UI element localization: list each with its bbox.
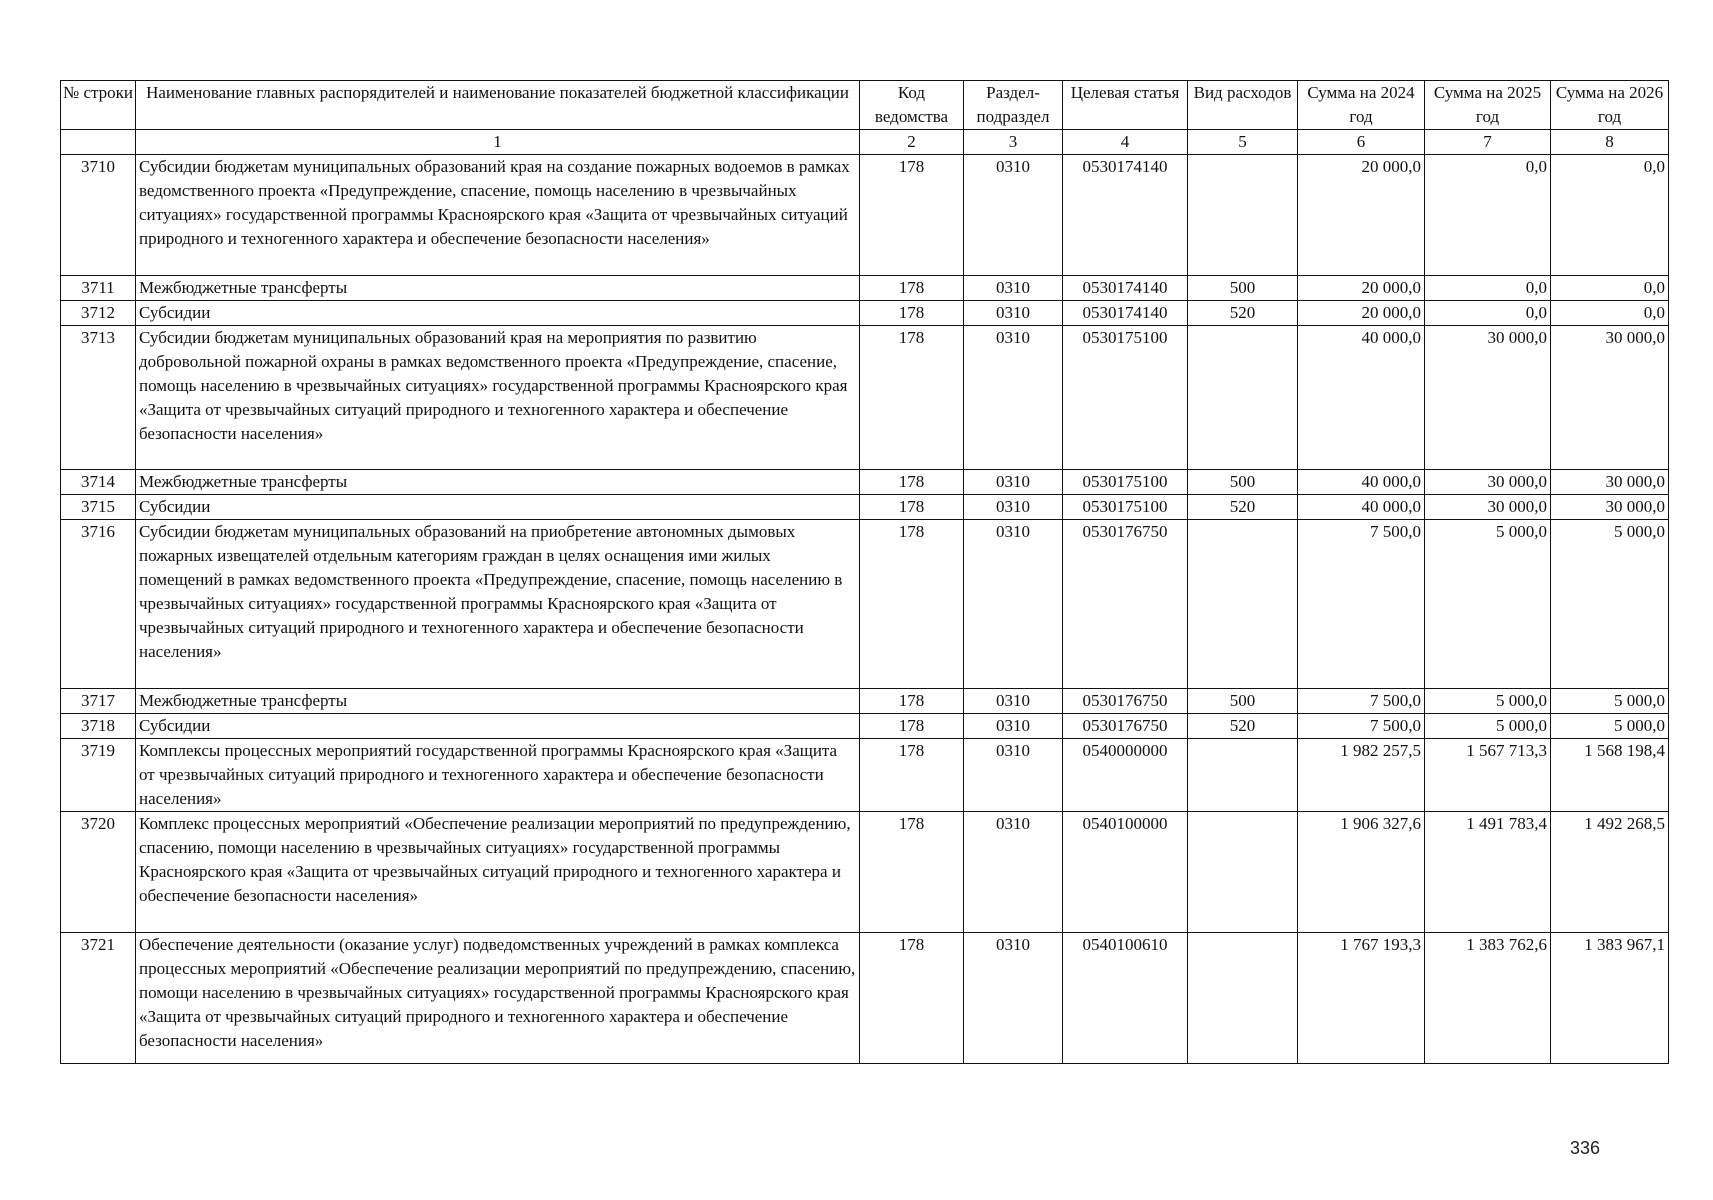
row-number-cell: 3718 (61, 714, 136, 739)
section-cell: 0310 (964, 326, 1063, 470)
expense-type-cell (1188, 326, 1298, 470)
sum-2026-cell: 1 492 268,5 (1551, 812, 1669, 933)
sum-2024-cell: 7 500,0 (1298, 520, 1425, 689)
expense-type-cell (1188, 933, 1298, 1064)
department-code-cell: 178 (860, 812, 964, 933)
row-number-cell: 3716 (61, 520, 136, 689)
table-row (61, 470, 1669, 495)
target-article-cell: 0530175100 (1063, 495, 1188, 520)
section-cell: 0310 (964, 714, 1063, 739)
table-header-row (61, 81, 1669, 130)
sum-2025-cell: 0,0 (1425, 301, 1551, 326)
sum-2026-cell: 5 000,0 (1551, 689, 1669, 714)
expense-type-cell: 520 (1188, 301, 1298, 326)
department-code-cell: 178 (860, 689, 964, 714)
row-name-cell: Субсидии (136, 714, 860, 739)
sum-2025-cell: 5 000,0 (1425, 714, 1551, 739)
column-index-row (61, 130, 1669, 155)
sum-2025-cell: 30 000,0 (1425, 495, 1551, 520)
sum-2025-cell: 0,0 (1425, 276, 1551, 301)
expense-type-cell: 520 (1188, 495, 1298, 520)
row-number-cell: 3714 (61, 470, 136, 495)
row-name-cell: Межбюджетные трансферты (136, 689, 860, 714)
sum-2024-cell: 1 982 257,5 (1298, 739, 1425, 812)
row-name-cell: Комплексы процессных мероприятий государственной программы Красноярского края «Защита от чрезвычайных ситуаций природного и техногенного характера и обеспечение безопасности населения» (136, 739, 860, 812)
row-number-cell: 3720 (61, 812, 136, 933)
sum-2025-cell: 30 000,0 (1425, 326, 1551, 470)
row-name-cell: Субсидии бюджетам муниципальных образований края на создание пожарных водоемов в рамках ведомственного проекта «Предупреждение, спасение, помощь населению в чрезвычайных ситуациях» государственной программы Красноярского края «Защита от чрезвычайных ситуаций природного и техногенного характера и обеспечение безопасности населения» (136, 155, 860, 276)
section-cell: 0310 (964, 933, 1063, 1064)
row-number-cell: 3717 (61, 689, 136, 714)
department-code-cell: 178 (860, 326, 964, 470)
table-row (61, 714, 1669, 739)
sum-2025-cell: 30 000,0 (1425, 470, 1551, 495)
section-cell: 0310 (964, 520, 1063, 689)
header-row-number: № строки (61, 81, 136, 130)
column-index-cell: 8 (1551, 130, 1669, 155)
row-number-cell: 3719 (61, 739, 136, 812)
department-code-cell: 178 (860, 470, 964, 495)
row-name-cell: Субсидии (136, 301, 860, 326)
row-name-cell: Обеспечение деятельности (оказание услуг) подведомственных учреждений в рамках комплекса процессных мероприятий «Обеспечение реализации мероприятий по предупреждению, спасению, помощи населению в чрезвычайных ситуациях» государственной программы Красноярского края «Защита от чрезвычайных ситуаций природного и техногенного характера и обеспечение безопасности населения» (136, 933, 860, 1064)
sum-2024-cell: 20 000,0 (1298, 301, 1425, 326)
column-index-cell: 7 (1425, 130, 1551, 155)
target-article-cell: 0530174140 (1063, 276, 1188, 301)
department-code-cell: 178 (860, 155, 964, 276)
expense-type-cell: 500 (1188, 689, 1298, 714)
target-article-cell: 0540100610 (1063, 933, 1188, 1064)
header-sum-2026: Сумма на 2026 год (1551, 81, 1669, 130)
table-row (61, 520, 1669, 689)
sum-2026-cell: 1 383 967,1 (1551, 933, 1669, 1064)
column-index-cell: 4 (1063, 130, 1188, 155)
header-sum-2024: Сумма на 2024 год (1298, 81, 1425, 130)
sum-2026-cell: 5 000,0 (1551, 714, 1669, 739)
column-index-cell (61, 130, 136, 155)
column-index-cell: 6 (1298, 130, 1425, 155)
sum-2026-cell: 0,0 (1551, 155, 1669, 276)
row-number-cell: 3710 (61, 155, 136, 276)
sum-2026-cell: 30 000,0 (1551, 326, 1669, 470)
table-row (61, 739, 1669, 812)
table-row (61, 155, 1669, 276)
target-article-cell: 0530174140 (1063, 301, 1188, 326)
column-index-cell: 5 (1188, 130, 1298, 155)
department-code-cell: 178 (860, 276, 964, 301)
target-article-cell: 0530175100 (1063, 470, 1188, 495)
section-cell: 0310 (964, 276, 1063, 301)
section-cell: 0310 (964, 495, 1063, 520)
sum-2025-cell: 5 000,0 (1425, 689, 1551, 714)
section-cell: 0310 (964, 155, 1063, 276)
target-article-cell: 0530176750 (1063, 714, 1188, 739)
section-cell: 0310 (964, 470, 1063, 495)
row-name-cell: Межбюджетные трансферты (136, 276, 860, 301)
expense-type-cell: 520 (1188, 714, 1298, 739)
sum-2025-cell: 0,0 (1425, 155, 1551, 276)
section-cell: 0310 (964, 739, 1063, 812)
sum-2026-cell: 0,0 (1551, 301, 1669, 326)
table-row (61, 495, 1669, 520)
row-name-cell: Комплекс процессных мероприятий «Обеспечение реализации мероприятий по предупреждению, спасению, помощи населению в чрезвычайных ситуациях» государственной программы Красноярского края «Защита от чрезвычайных ситуаций природного и техногенного характера и обеспечение безопасности населения» (136, 812, 860, 933)
section-cell: 0310 (964, 812, 1063, 933)
expense-type-cell: 500 (1188, 470, 1298, 495)
department-code-cell: 178 (860, 495, 964, 520)
expense-type-cell (1188, 739, 1298, 812)
page-number: 336 (1570, 1138, 1601, 1158)
department-code-cell: 178 (860, 714, 964, 739)
sum-2024-cell: 20 000,0 (1298, 155, 1425, 276)
header-section: Раздел-подраздел (964, 81, 1063, 130)
row-number-cell: 3721 (61, 933, 136, 1064)
column-index-cell: 3 (964, 130, 1063, 155)
section-cell: 0310 (964, 301, 1063, 326)
row-name-cell: Субсидии (136, 495, 860, 520)
sum-2024-cell: 7 500,0 (1298, 714, 1425, 739)
row-name-cell: Субсидии бюджетам муниципальных образований края на мероприятия по развитию добровольной пожарной охраны в рамках ведомственного проекта «Предупреждение, спасение, помощь населению в чрезвычайных ситуациях» государственной программы Красноярского края «Защита от чрезвычайных ситуаций природного и техногенного характера и обеспечение безопасности населения» (136, 326, 860, 470)
target-article-cell: 0530175100 (1063, 326, 1188, 470)
department-code-cell: 178 (860, 933, 964, 1064)
table-row (61, 326, 1669, 470)
expense-type-cell (1188, 520, 1298, 689)
header-expense-type: Вид расходов (1188, 81, 1298, 130)
row-number-cell: 3712 (61, 301, 136, 326)
department-code-cell: 178 (860, 520, 964, 689)
budget-table (60, 80, 1669, 1064)
row-number-cell: 3715 (61, 495, 136, 520)
expense-type-cell: 500 (1188, 276, 1298, 301)
sum-2025-cell: 1 383 762,6 (1425, 933, 1551, 1064)
header-department-code: Код ведомства (860, 81, 964, 130)
table-row (61, 689, 1669, 714)
header-name: Наименование главных распорядителей и наименование показателей бюджетной классификации (136, 81, 860, 130)
target-article-cell: 0540000000 (1063, 739, 1188, 812)
table-row (61, 812, 1669, 933)
column-index-cell: 1 (136, 130, 860, 155)
header-sum-2025: Сумма на 2025 год (1425, 81, 1551, 130)
row-name-cell: Субсидии бюджетам муниципальных образований на приобретение автономных дымовых пожарных извещателей отдельным категориям граждан в целях оснащения ими жилых помещений в рамках ведомственного проекта «Предупреждение, спасение, помощь населению в чрезвычайных ситуациях» государственной программы Красноярского края «Защита от чрезвычайных ситуаций природного и техногенного характера и обеспечение безопасности населения» (136, 520, 860, 689)
header-target-article: Целевая статья (1063, 81, 1188, 130)
department-code-cell: 178 (860, 301, 964, 326)
row-number-cell: 3711 (61, 276, 136, 301)
sum-2025-cell: 5 000,0 (1425, 520, 1551, 689)
target-article-cell: 0540100000 (1063, 812, 1188, 933)
sum-2026-cell: 5 000,0 (1551, 520, 1669, 689)
expense-type-cell (1188, 155, 1298, 276)
table-row (61, 301, 1669, 326)
column-index-cell: 2 (860, 130, 964, 155)
sum-2026-cell: 0,0 (1551, 276, 1669, 301)
sum-2024-cell: 40 000,0 (1298, 495, 1425, 520)
table-row (61, 276, 1669, 301)
table-row (61, 933, 1669, 1064)
sum-2026-cell: 1 568 198,4 (1551, 739, 1669, 812)
sum-2024-cell: 1 906 327,6 (1298, 812, 1425, 933)
sum-2024-cell: 7 500,0 (1298, 689, 1425, 714)
target-article-cell: 0530176750 (1063, 520, 1188, 689)
target-article-cell: 0530174140 (1063, 155, 1188, 276)
department-code-cell: 178 (860, 739, 964, 812)
row-number-cell: 3713 (61, 326, 136, 470)
target-article-cell: 0530176750 (1063, 689, 1188, 714)
sum-2024-cell: 20 000,0 (1298, 276, 1425, 301)
sum-2025-cell: 1 567 713,3 (1425, 739, 1551, 812)
sum-2026-cell: 30 000,0 (1551, 470, 1669, 495)
expense-type-cell (1188, 812, 1298, 933)
sum-2024-cell: 1 767 193,3 (1298, 933, 1425, 1064)
sum-2025-cell: 1 491 783,4 (1425, 812, 1551, 933)
section-cell: 0310 (964, 689, 1063, 714)
sum-2024-cell: 40 000,0 (1298, 470, 1425, 495)
sum-2024-cell: 40 000,0 (1298, 326, 1425, 470)
sum-2026-cell: 30 000,0 (1551, 495, 1669, 520)
row-name-cell: Межбюджетные трансферты (136, 470, 860, 495)
